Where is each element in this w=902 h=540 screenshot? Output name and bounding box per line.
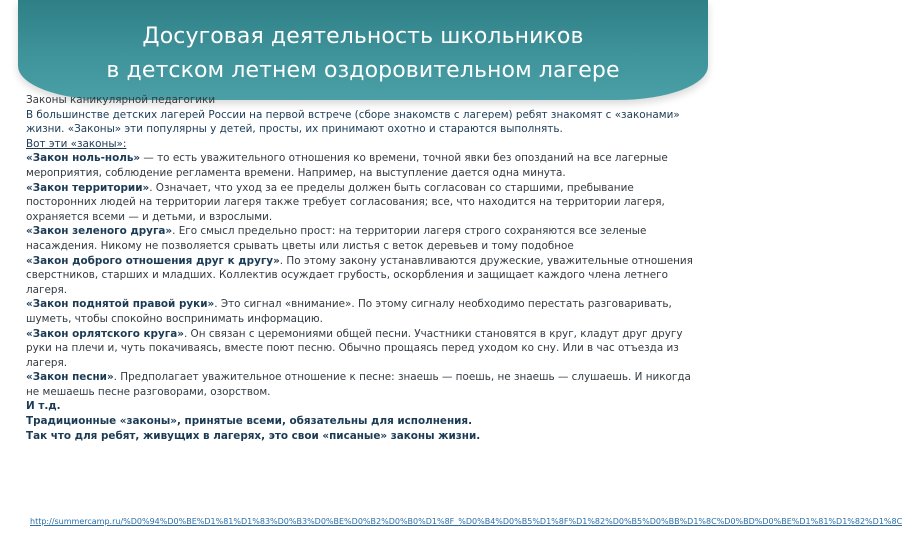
laws-list [26,151,698,399]
intro-paragraph: В большинстве детских лагерей России на первой встрече (сборе знакомств с лагерем) ребят знакомят с «законами» жизни. «Законы» эти популярны у детей, просты, их принимают охотно и стараются выполнять. [26,108,680,136]
law-item [26,151,698,180]
title-line-2: в детском летнем оздоровительном лагере [106,58,620,83]
closing-line-1: Традиционные «законы», принятые всеми, обязательны для исполнения. [26,415,473,428]
law-name: «Закон зеленого друга» [26,225,173,238]
law-item [26,297,698,326]
law-name: «Закон территории» [26,181,150,194]
law-name: «Закон песни» [26,371,114,384]
law-item [26,254,698,298]
section-heading: Законы каникулярной педагогики [26,94,216,106]
title-line-1: Досуговая деятельность школьников [142,24,584,49]
law-item [26,327,698,371]
law-description: . По этому закону устанавливаются дружеские, уважительные отношения сверстников, старших и младших. Коллектив осуждает грубость, оскорбления и защищает каждого члена летнего лагеря. [26,254,693,296]
law-name: «Закон доброго отношения друг к другу» [26,254,280,267]
law-description: — то есть уважительного отношения ко времени, точной явки без опозданий на все лагерные мероприятия, соблюдение регламента времени. Например, на выступление дается одна минута. [26,152,668,179]
law-name: «Закон ноль-ноль» [26,152,141,165]
slide-title [18,20,708,88]
law-item [26,370,698,399]
law-description: . Это сигнал «внимание». По этому сигналу необходимо перестать разговаривать, шуметь, чтобы спокойно воспринимать информацию. [26,298,672,325]
law-description: . Означает, что уход за ее пределы должен быть согласован со старшими, пребывание посторонних людей на территории лагеря также требует согласования; все, что находится на территории лагеря, охраняется всеми — и детьми, и взрослыми. [26,181,665,223]
source-link[interactable]: http://summercamp.ru/%D0%94%D0%BE%D1%81%D1%83%D0%B3%D0%BE%D0%B2%D0%B0%D1%8F_%D0%B4%D0%B5%D1%8F%D1%82%D0%B5%D0%BB%D1%8C%D0%BD%D0%BE%D1%81%D1%82%D1%8C [30,517,902,526]
law-description: . Предполагает уважительное отношение к песне: знаешь — поешь, не знаешь — слушаешь. И никогда не мешаешь песне разговорами, озорством. [26,371,691,398]
closing-line-2: Так что для ребят, живущих в лагерях, это свои «писаные» законы жизни. [26,429,481,442]
etc-text: И т.д. [26,400,61,413]
law-item [26,181,698,225]
law-name: «Закон орлятского круга» [26,327,184,340]
laws-lead: Вот эти «законы»: [26,137,127,150]
slide-body [26,93,698,443]
law-description: . Он связан с церемониями общей песни. Участники становятся в круг, кладут друг другу руки на плечи и, чуть покачиваясь, вместе поют песню. Обычно прощаясь перед уходом ко сну. Или в час отъезда из лагеря. [26,327,683,369]
law-item [26,224,698,253]
law-description: . Его смысл предельно прост: на территории лагеря строго сохраняются все зеленые насаждения. Никому не позволяется срывать цветы или листья с веток деревьев и тому подобное [26,225,647,252]
law-name: «Закон поднятой правой руки» [26,298,215,311]
